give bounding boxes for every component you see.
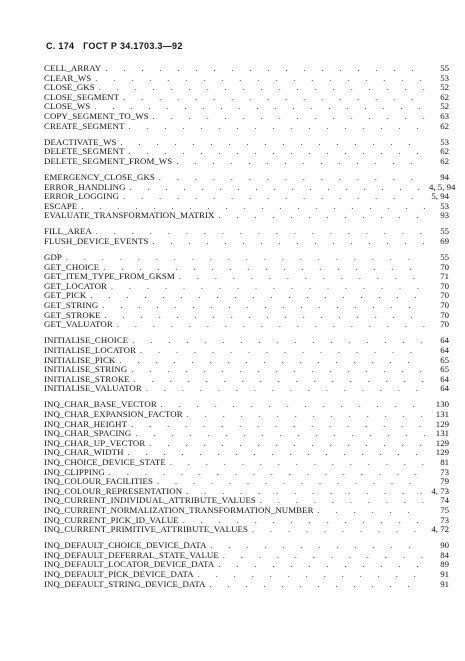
entry-term: INQ_CURRENT_PICK_ID_VALUE (44, 514, 179, 525)
entry-pages: 79 (440, 476, 449, 487)
entry-term: COPY_SEGMENT_TO_WS (44, 110, 149, 121)
entry-pages: 62 (440, 91, 449, 102)
dot-leader (146, 384, 425, 394)
dot-leader (140, 346, 425, 356)
entry-pages: 94 (440, 171, 449, 182)
dot-leader (176, 157, 425, 167)
dot-leader (123, 192, 425, 202)
entry-term: INQ_CHAR_EXPANSION_FACTOR (44, 409, 183, 419)
entry-pages: 53 (440, 72, 449, 83)
entry-term: INQ_COLOUR_REPRESENTATION (44, 485, 183, 496)
dot-leader (111, 282, 425, 292)
dot-leader (95, 74, 425, 84)
entry-pages: 84 (440, 549, 449, 560)
index-entry (44, 301, 449, 311)
entry-term: CELL_ARRAY (44, 63, 102, 73)
entry-term: GET_LOCATOR (44, 280, 108, 291)
index-group (44, 400, 449, 534)
dot-leader (105, 311, 425, 321)
entry-term: GET_STRING (44, 300, 99, 311)
entry-pages: 91 (440, 569, 449, 579)
dot-leader (252, 525, 425, 535)
index-entry (44, 74, 449, 84)
entry-pages: 129 (435, 447, 449, 458)
dot-leader (109, 468, 425, 478)
entry-pages: 65 (440, 364, 449, 375)
dot-leader (131, 365, 425, 375)
entry-pages: 62 (440, 120, 449, 131)
entry-pages: 70 (440, 290, 449, 301)
entry-term: INQ_COLOUR_FACILITIES (44, 476, 153, 487)
dot-leader (218, 560, 425, 570)
entry-pages: 81 (440, 456, 449, 467)
entry-term: INQ_CURRENT_NORMALIZATION_TRANSFORMATION_NUMBER (44, 504, 314, 515)
page-number: С. 174 (46, 41, 75, 51)
dot-leader (132, 336, 425, 346)
dot-leader (117, 320, 425, 330)
entry-term: FLUSH_DEVICE_EVENTS (44, 236, 149, 246)
dot-leader (198, 570, 425, 580)
dot-leader (99, 83, 425, 93)
entry-pages: 70 (440, 280, 449, 291)
entry-term: GET_CHOICE (44, 261, 100, 272)
entry-pages: 70 (440, 300, 449, 311)
entry-term: INQ_DEFAULT_STRING_DEVICE_DATA (44, 578, 206, 589)
entry-pages: 52 (440, 101, 449, 112)
entry-term: CLEAR_WS (44, 72, 92, 83)
entry-term: ERROR_LOGGING (44, 191, 120, 202)
index-group (44, 541, 449, 589)
entry-pages: 52 (440, 82, 449, 93)
entry-term: ESCAPE (44, 200, 78, 211)
entry-term: CREATE_SEGMENT (44, 120, 125, 131)
entry-pages: 64 (440, 335, 449, 346)
dot-leader (134, 375, 425, 385)
entry-pages: 62 (440, 155, 449, 166)
entry-pages: 90 (440, 540, 449, 551)
entry-pages: 53 (440, 136, 449, 147)
entry-term: INQ_DEFAULT_DEFERRAL_STATE_VALUE (44, 549, 219, 560)
entry-term: INITIALISE_VALUATOR (44, 383, 142, 394)
entry-term: INITIALISE_PICK (44, 354, 116, 365)
entry-term: INQ_DEFAULT_CHOICE_DEVICE_DATA (44, 540, 207, 551)
entry-term: GET_VALUATOR (44, 319, 113, 330)
entry-pages: 70 (440, 309, 449, 320)
index-group (44, 64, 449, 131)
entry-pages: 4, 72 (431, 524, 449, 535)
entry-term: GET_STROKE (44, 309, 101, 320)
dot-leader (218, 211, 425, 221)
entry-term: EMERGENCY_CLOSE_GKS (44, 171, 155, 182)
entry-term: INQ_CURRENT_PRIMITIVE_ATTRIBUTE_VALUES (44, 524, 249, 535)
entry-term: CLOSE_GKS (44, 82, 95, 93)
dot-leader (179, 272, 425, 282)
entry-pages: 93 (440, 210, 449, 221)
dot-leader (123, 93, 425, 103)
dot-leader (153, 237, 425, 247)
dot-leader (105, 64, 425, 74)
entry-term: INITIALISE_LOCATOR (44, 344, 137, 355)
dot-leader (157, 477, 425, 487)
entry-term: INQ_CHAR_SPACING (44, 428, 132, 439)
entry-pages: 64 (440, 344, 449, 355)
entry-pages: 89 (440, 559, 449, 570)
entry-term: INQ_CHAR_WIDTH (44, 447, 124, 458)
dot-leader (135, 429, 425, 439)
dot-leader (66, 253, 425, 263)
dot-leader (159, 173, 425, 183)
index-entry (44, 282, 449, 292)
dot-leader (210, 580, 425, 590)
index-entry (44, 192, 449, 202)
index-entry (44, 320, 449, 330)
dot-leader (119, 356, 425, 366)
entry-term: INITIALISE_STROKE (44, 373, 130, 384)
dot-leader (90, 291, 425, 301)
entry-term: FILL_AREA (44, 226, 92, 237)
entry-pages: 129 (435, 437, 449, 448)
entry-pages: 131 (435, 409, 449, 419)
index-entry (44, 64, 449, 74)
index-entry (44, 291, 449, 301)
entry-term: EVALUATE_TRANSFORMATION_MATRIX (44, 210, 215, 221)
entry-term: INQ_CHAR_UP_VECTOR (44, 437, 146, 448)
entry-term: GDP (44, 252, 62, 263)
entry-pages: 55 (440, 63, 449, 73)
entry-pages: 65 (440, 354, 449, 365)
dot-leader (129, 147, 425, 157)
entry-pages: 91 (440, 578, 449, 589)
index-entry (44, 93, 449, 103)
entry-pages: 4, 5, 94 (429, 181, 456, 192)
entry-pages: 129 (435, 418, 449, 429)
index-group (44, 336, 449, 394)
dot-leader (130, 183, 425, 193)
entry-term: CLOSE_WS (44, 101, 91, 112)
entry-term: DEACTIVATE_WS (44, 136, 117, 147)
index-entry (44, 211, 449, 221)
entry-term: INITIALISE_CHOICE (44, 335, 129, 346)
entry-pages: 70 (440, 261, 449, 272)
index-entry (44, 580, 449, 590)
entry-term: DELETE_SEGMENT (44, 146, 125, 157)
entry-pages: 71 (440, 271, 449, 282)
dot-leader (129, 122, 425, 132)
index-entry (44, 525, 449, 535)
dot-leader (223, 551, 425, 561)
entry-pages: 70 (440, 319, 449, 330)
dot-leader (131, 420, 425, 430)
dot-leader (161, 400, 425, 410)
entry-term: CLOSE_SEGMENT (44, 91, 120, 102)
dot-leader (102, 301, 425, 311)
entry-term: INQ_DEFAULT_LOCATOR_DEVICE_DATA (44, 559, 215, 570)
entry-term: GET_ITEM_TYPE_FROM_GKSM (44, 271, 175, 282)
index-entry (44, 253, 449, 263)
entry-term: INITIALISE_STRING (44, 364, 128, 375)
entry-pages: 64 (440, 383, 449, 394)
index-group (44, 227, 449, 246)
entry-pages: 130 (435, 399, 449, 410)
entry-pages: 75 (440, 504, 449, 515)
entry-pages: 74 (440, 495, 449, 506)
index-group (44, 171, 456, 221)
entry-pages: 73 (440, 514, 449, 525)
index-group (44, 253, 449, 330)
dot-leader (153, 112, 425, 122)
entry-term: INQ_DEFAULT_PICK_DEVICE_DATA (44, 569, 194, 579)
entry-pages: 62 (440, 146, 449, 157)
function-index (44, 63, 456, 596)
entry-pages: 55 (440, 226, 449, 237)
dot-leader (318, 506, 425, 516)
page-header (46, 41, 189, 51)
index-entry (44, 157, 449, 167)
index-group (44, 138, 449, 167)
index-entry (44, 122, 449, 132)
index-entry (44, 237, 449, 247)
dot-leader (121, 138, 426, 148)
entry-pages: 131 (435, 428, 449, 439)
entry-term: INQ_CLIPPING (44, 466, 105, 477)
entry-pages: 73 (440, 466, 449, 477)
entry-term: DELETE_SEGMENT_FROM_WS (44, 155, 173, 166)
entry-term: INQ_CHOICE_DEVICE_STATE (44, 456, 166, 467)
entry-pages: 4, 73 (431, 485, 449, 496)
dot-leader (128, 448, 425, 458)
entry-term: ERROR_HANDLING (44, 181, 126, 192)
entry-pages: 55 (440, 252, 449, 263)
entry-term: GET_PICK (44, 290, 87, 301)
dot-leader (149, 439, 425, 449)
entry-pages: 5, 94 (431, 191, 449, 202)
index-entry (44, 384, 449, 394)
dot-leader (170, 458, 425, 468)
dot-leader (211, 541, 425, 551)
entry-term: INQ_CHAR_BASE_VECTOR (44, 399, 157, 410)
entry-term: INQ_CURRENT_INDIVIDUAL_ATTRIBUTE_VALUES (44, 495, 256, 506)
entry-pages: 69 (440, 236, 449, 246)
standard-code: ГОСТ Р 34.1703.3—92 (83, 41, 183, 51)
entry-pages: 63 (440, 110, 449, 121)
entry-pages: 64 (440, 373, 449, 384)
entry-pages: 53 (440, 200, 449, 211)
entry-term: INQ_CHAR_HEIGHT (44, 418, 128, 429)
dot-leader (187, 410, 425, 420)
